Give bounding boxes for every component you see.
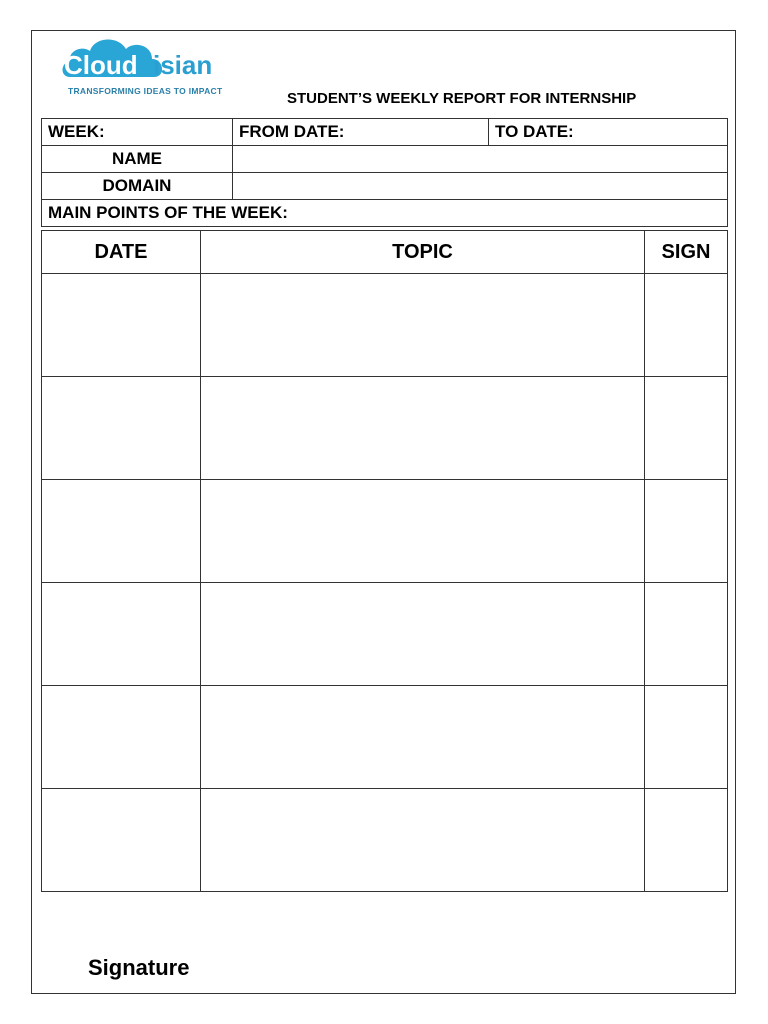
student-info-table — [41, 118, 728, 227]
table-row — [42, 686, 728, 789]
sign-cell[interactable] — [645, 583, 728, 686]
topic-cell[interactable] — [201, 480, 645, 583]
cloud-icon — [60, 33, 270, 89]
topic-cell[interactable] — [201, 583, 645, 686]
weekly-log-table — [41, 230, 728, 892]
logo-text-cloud: Cloud — [64, 50, 138, 80]
topic-cell[interactable] — [201, 686, 645, 789]
name-label: NAME — [42, 146, 233, 173]
from-date-field[interactable]: FROM DATE: — [233, 119, 489, 146]
date-cell[interactable] — [42, 480, 201, 583]
table-row — [42, 480, 728, 583]
sign-cell[interactable] — [645, 686, 728, 789]
sign-cell[interactable] — [645, 274, 728, 377]
date-cell[interactable] — [42, 274, 201, 377]
sign-header: SIGN — [645, 231, 728, 274]
log-header-row — [42, 231, 728, 274]
to-date-field[interactable]: TO DATE: — [489, 119, 728, 146]
date-cell[interactable] — [42, 789, 201, 892]
date-cell[interactable] — [42, 377, 201, 480]
main-points-label: MAIN POINTS OF THE WEEK: — [42, 200, 728, 227]
sign-cell[interactable] — [645, 480, 728, 583]
table-row — [42, 274, 728, 377]
name-row — [42, 146, 728, 173]
domain-row — [42, 173, 728, 200]
table-row — [42, 789, 728, 892]
domain-label: DOMAIN — [42, 173, 233, 200]
logo-tagline: TRANSFORMING IDEAS TO IMPACT — [68, 86, 223, 96]
week-row — [42, 119, 728, 146]
date-cell[interactable] — [42, 686, 201, 789]
date-header: DATE — [42, 231, 201, 274]
topic-header: TOPIC — [201, 231, 645, 274]
main-points-row — [42, 200, 728, 227]
topic-cell[interactable] — [201, 377, 645, 480]
topic-cell[interactable] — [201, 274, 645, 377]
sign-cell[interactable] — [645, 789, 728, 892]
signature-label: Signature — [88, 955, 190, 980]
sign-cell[interactable] — [645, 377, 728, 480]
name-field[interactable] — [233, 146, 728, 173]
topic-cell[interactable] — [201, 789, 645, 892]
date-cell[interactable] — [42, 583, 201, 686]
domain-field[interactable] — [233, 173, 728, 200]
table-row — [42, 583, 728, 686]
week-field[interactable]: WEEK: — [42, 119, 233, 146]
logo-text-isian: isian — [153, 50, 213, 80]
report-title: STUDENT’S WEEKLY REPORT FOR INTERNSHIP — [287, 90, 637, 107]
table-row — [42, 377, 728, 480]
